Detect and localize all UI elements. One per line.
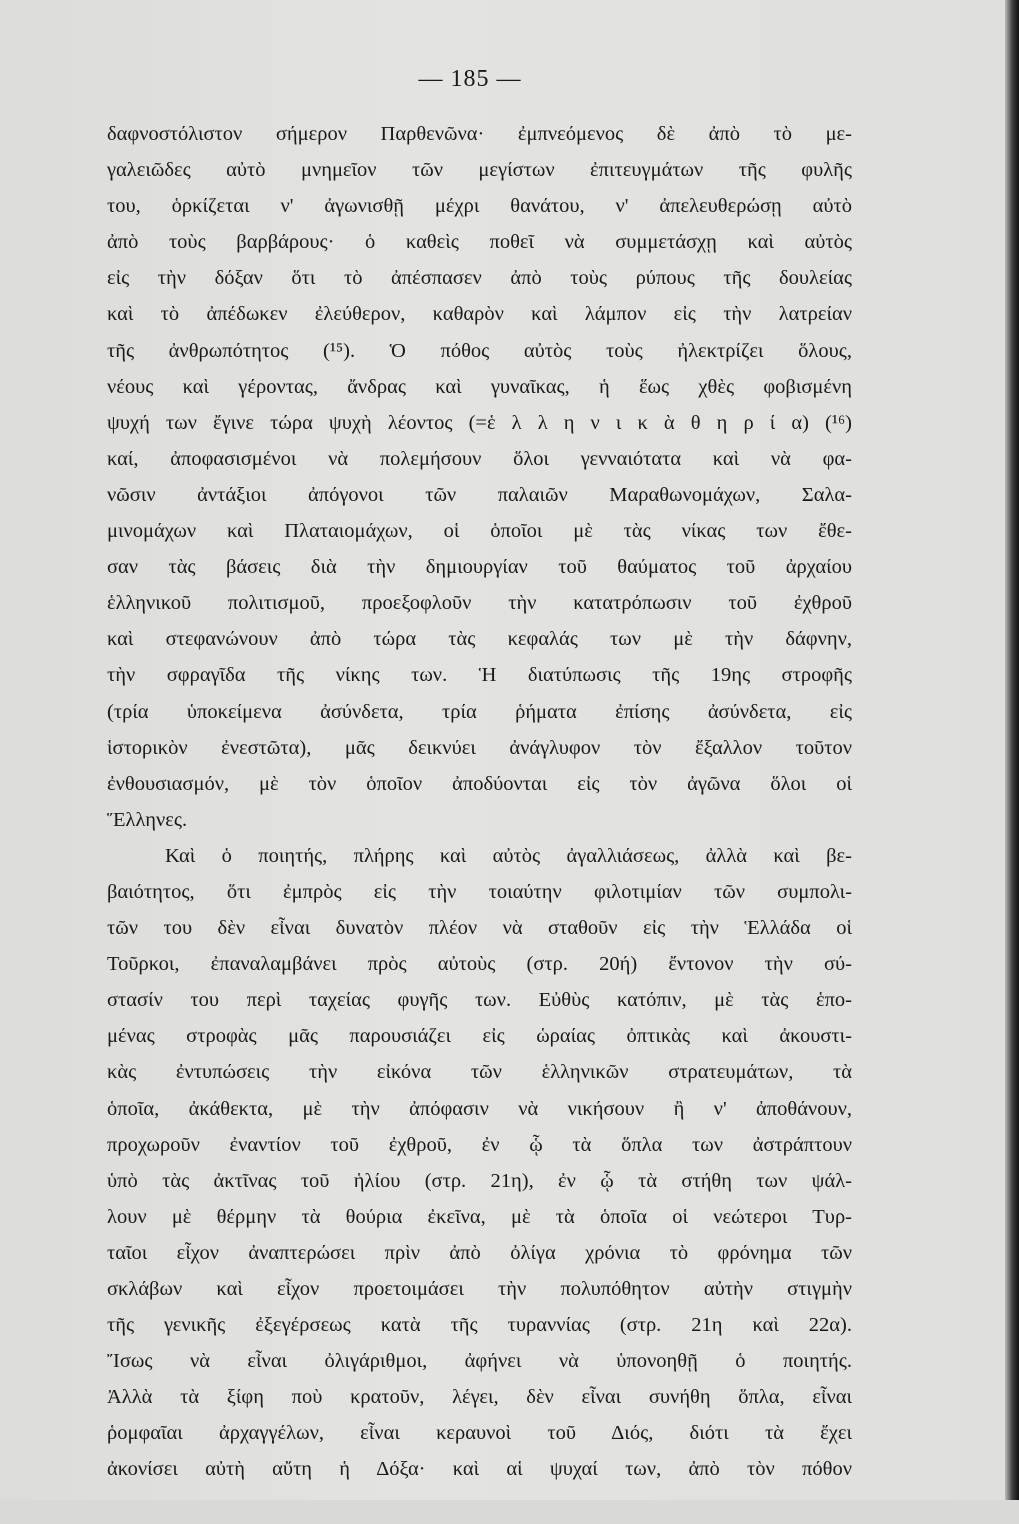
text-line: λουν μὲ θέρμην τὰ θούρια ἐκεῖνα, μὲ τὰ ὁποῖα οἱ νεώτεροι Τυρ-	[107, 1205, 852, 1228]
text-line: ἐνθουσιασμόν, μὲ τὸν ὁποῖον ἀποδύονται εἰς τὸν ἀγῶνα ὅλοι οἱ	[107, 772, 852, 795]
text-line: ἀκονίσει αὐτὴ αὔτη ἡ Δόξα· καὶ αἱ ψυχαί των, ἀπὸ τὸν πόθον	[107, 1458, 852, 1481]
text-line: τὴν σφραγῖδα τῆς νίκης των. Ἡ διατύπωσις τῆς 19ης στροφῆς	[107, 664, 852, 687]
text-line: σκλάβων καὶ εἶχον προετοιμάσει τὴν πολυπόθητον αὐτὴν στιγμὴν	[107, 1278, 852, 1300]
text-line: τῆς γενικῆς ἐξεγέρσεως κατὰ τῆς τυραννίας (στρ. 21η καὶ 22α).	[107, 1314, 852, 1337]
text-line: γαλειῶδες αὐτὸ μνημεῖον τῶν μεγίστων ἐπιτευγμάτων τῆς φυλῆς	[107, 159, 852, 182]
text-line: κὰς ἐντυπώσεις τὴν εἰκόνα τῶν ἑλληνικῶν στρατευμάτων, τὰ	[107, 1061, 852, 1084]
text-line: μινομάχων καὶ Πλαταιομάχων, οἱ ὁποῖοι μὲ τὰς νίκας των ἔθε-	[107, 520, 852, 543]
text-line: του, ὁρκίζεται ν' ἀγωνισθῇ μέχρι θανάτου, ν' ἀπελευθερώσῃ αὐτὸ	[107, 195, 852, 218]
text-line: βαιότητος, ὅτι ἐμπρὸς εἰς τὴν τοιαύτην φιλοτιμίαν τῶν συμπολι-	[107, 880, 852, 903]
text-line: δαφνοστόλιστον σήμερον Παρθενῶνα· ἐμπνεόμενος δὲ ἀπὸ τὸ με-	[107, 123, 852, 145]
text-line: ἀπὸ τοὺς βαρβάρους· ὁ καθεὶς ποθεῖ νὰ συμμετάσχῃ καὶ αὐτὸς	[107, 231, 852, 254]
text-line: καί, ἀποφασισμένοι νὰ πολεμήσουν ὅλοι γενναιότατα καὶ νὰ φα-	[107, 447, 852, 470]
text-line: τῆς ἀνθρωπότητος (¹⁵). Ὁ πόθος αὐτὸς τοὺς ἠλεκτρίζει ὅλους,	[107, 339, 852, 362]
text-line: προχωροῦν ἐναντίον τοῦ ἐχθροῦ, ἐν ᾧ τὰ ὅπλα των ἀστράπτουν	[107, 1133, 852, 1156]
text-line: Ἴσως νὰ εἶναι ὀλιγάριθμοι, ἀφήνει νὰ ὑπονοηθῇ ὁ ποιητής.	[107, 1350, 852, 1373]
text-line: μένας στροφὰς μᾶς παρουσιάζει εἰς ὡραίας ὀπτικὰς καὶ ἀκουστι-	[107, 1025, 852, 1048]
text-line: νῶσιν ἀντάξιοι ἀπόγονοι τῶν παλαιῶν Μαραθωνομάχων, Σαλα-	[107, 483, 852, 506]
text-line: καὶ τὸ ἀπέδωκεν ἐλεύθερον, καθαρὸν καὶ λάμπον εἰς τὴν λατρείαν	[107, 303, 852, 326]
paragraph-end-line: Ἕλληνες.	[107, 808, 188, 831]
text-line: ὁποῖα, ἀκάθεκτα, μὲ τὴν ἀπόφασιν νὰ νικήσουν ἢ ν' ἀποθάνουν,	[107, 1097, 852, 1120]
text-line: (τρία ὑποκείμενα ἀσύνδετα, τρία ῥήματα ἐπίσης ἀσύνδετα, εἰς	[107, 700, 852, 723]
text-line: ἑλληνικοῦ πολιτισμοῦ, προεξοφλοῦν τὴν κατατρόπωσιν τοῦ ἐχθροῦ	[107, 592, 852, 615]
paragraph-first-line: Καὶ ὁ ποιητής, πλήρης καὶ αὐτὸς ἀγαλλιάσεως, ἀλλὰ καὶ βε-	[165, 844, 852, 867]
text-line: Ἀλλὰ τὰ ξίφη ποὺ κρατοῦν, λέγει, δὲν εἶναι συνήθη ὅπλα, εἶναι	[107, 1386, 852, 1409]
text-line: Τοῦρκοι, ἐπαναλαμβάνει πρὸς αὐτοὺς (στρ. 20ή) ἔντονον τὴν σύ-	[107, 953, 852, 976]
text-line: στασίν του περὶ ταχείας φυγῆς των. Εὐθὺς κατόπιν, μὲ τὰς ἑπο-	[107, 989, 852, 1012]
page-edge-shadow	[1005, 0, 1019, 1500]
text-line: ψυχή των ἔγινε τώρα ψυχὴ λέοντος (=ἑ λ λ η ν ι κ ὰ θ η ρ ί α) (¹⁶)	[107, 411, 852, 434]
text-line: εἰς τὴν δόξαν ὅτι τὸ ἀπέσπασεν ἀπὸ τοὺς ρύπους τῆς δουλείας	[107, 267, 852, 290]
text-line: καὶ στεφανώνουν ἀπὸ τώρα τὰς κεφαλάς των μὲ τὴν δάφνην,	[107, 628, 852, 651]
text-line: ὑπὸ τὰς ἀκτῖνας τοῦ ἡλίου (στρ. 21η), ἐν ᾧ τὰ στήθη των ψάλ-	[107, 1169, 852, 1192]
text-line: νέους καὶ γέροντας, ἄνδρας καὶ γυναῖκας, ἡ ἕως χθὲς φοβισμένη	[107, 375, 852, 398]
text-line: ῥομφαῖαι ἀρχαγγέλων, εἶναι κεραυνοὶ τοῦ Διός, διότι τὰ ἔχει	[107, 1422, 852, 1445]
text-line: ταῖοι εἶχον ἀναπτερώσει πρὶν ἀπὸ ὀλίγα χρόνια τὸ φρόνημα τῶν	[107, 1241, 852, 1264]
body-text	[107, 116, 852, 1524]
page-number: — 185 —	[418, 66, 522, 92]
text-line: τῶν του δὲν εἶναι δυνατὸν πλέον νὰ σταθοῦν εἰς τὴν Ἑλλάδα οἱ	[107, 917, 852, 940]
text-line: σαν τὰς βάσεις διὰ τὴν δημιουργίαν τοῦ θαύματος τοῦ ἀρχαίου	[107, 556, 852, 579]
text-line	[107, 1488, 852, 1524]
text-line: ἱστορικὸν ἐνεστῶτα), μᾶς δεικνύει ἀνάγλυφον τὸν ἔξαλλον τοῦτον	[107, 736, 852, 759]
